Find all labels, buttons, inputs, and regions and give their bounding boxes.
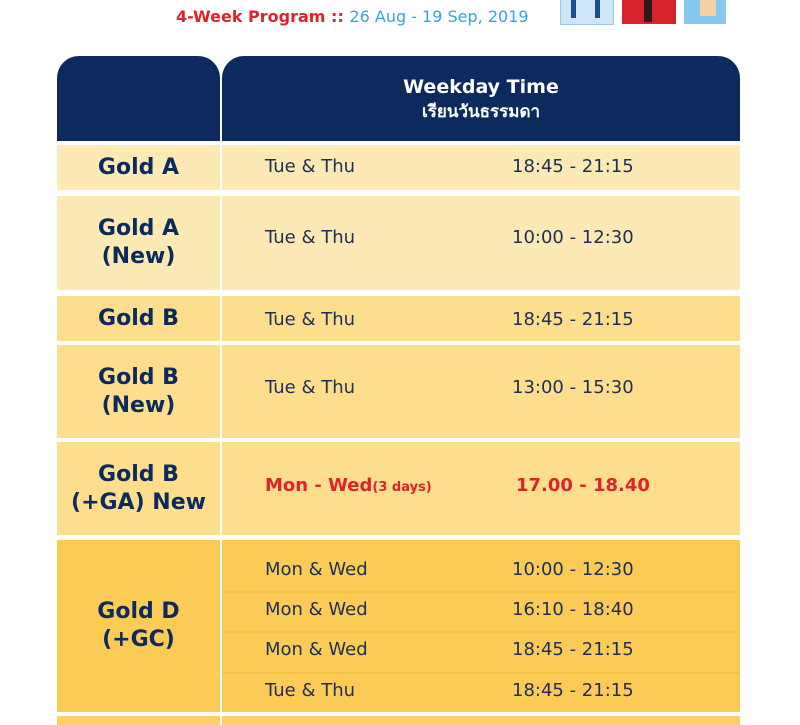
course-column-header xyxy=(57,56,220,141)
column-title-en: Weekday Time xyxy=(403,75,559,98)
column-title-th: เรียนวันธรรมดา xyxy=(421,101,541,122)
schedule-time: 17.00 - 18.40 xyxy=(516,475,650,496)
course-name: Gold A xyxy=(57,145,220,190)
student-illustration xyxy=(684,0,726,24)
row-divider xyxy=(222,591,740,593)
schedule-days: Mon - Wed(3 days) xyxy=(265,475,432,496)
schedule-row xyxy=(222,145,740,190)
course-name: Gold D (+GC) xyxy=(57,540,220,712)
schedule-row xyxy=(222,442,740,535)
row-divider xyxy=(222,672,740,674)
schedule-days: Tue & Thu xyxy=(265,309,356,330)
schedule-days: Tue & Thu xyxy=(265,227,356,248)
schedule-days: Tue & Thu xyxy=(265,156,356,177)
days-note: (3 days) xyxy=(372,480,432,495)
schedule-days: Tue & Thu xyxy=(265,680,356,701)
businessman-illustration xyxy=(622,0,676,24)
schedule-row xyxy=(222,296,740,341)
schedule-group xyxy=(222,540,740,712)
schedule-days: Mon & Wed xyxy=(265,639,368,660)
schedule-days: Mon & Wed xyxy=(265,599,368,620)
course-name: Gold B (+GA) New xyxy=(57,442,220,535)
schedule-row xyxy=(222,716,740,725)
program-subtitle xyxy=(176,7,529,26)
schedule-row xyxy=(222,345,740,438)
program-label: 4-Week Program :: xyxy=(176,7,344,26)
schedule-row xyxy=(222,196,740,290)
schedule-time: 13:00 - 15:30 xyxy=(512,377,634,398)
row-divider xyxy=(222,631,740,633)
course-name: Gold B xyxy=(57,296,220,341)
course-name: Gold A (New) xyxy=(57,196,220,290)
weekday-column-header xyxy=(222,56,740,141)
schedule-days: Mon & Wed xyxy=(265,559,368,580)
schedule-time: 18:45 - 21:15 xyxy=(512,156,634,177)
schedule-time: 10:00 - 12:30 xyxy=(512,559,634,580)
course-name: Gold B (New) xyxy=(57,345,220,438)
schedule-time: 16:10 - 18:40 xyxy=(512,599,634,620)
schedule-days: Tue & Thu xyxy=(265,377,356,398)
schedule-time: 18:45 - 21:15 xyxy=(512,680,634,701)
schedule-time: 18:45 - 21:15 xyxy=(512,309,634,330)
office-illustration xyxy=(560,0,614,25)
schedule-time: 18:45 - 21:15 xyxy=(512,639,634,660)
program-dates: 26 Aug - 19 Sep, 2019 xyxy=(349,7,529,26)
schedule-time: 10:00 - 12:30 xyxy=(512,227,634,248)
course-name xyxy=(57,716,220,725)
